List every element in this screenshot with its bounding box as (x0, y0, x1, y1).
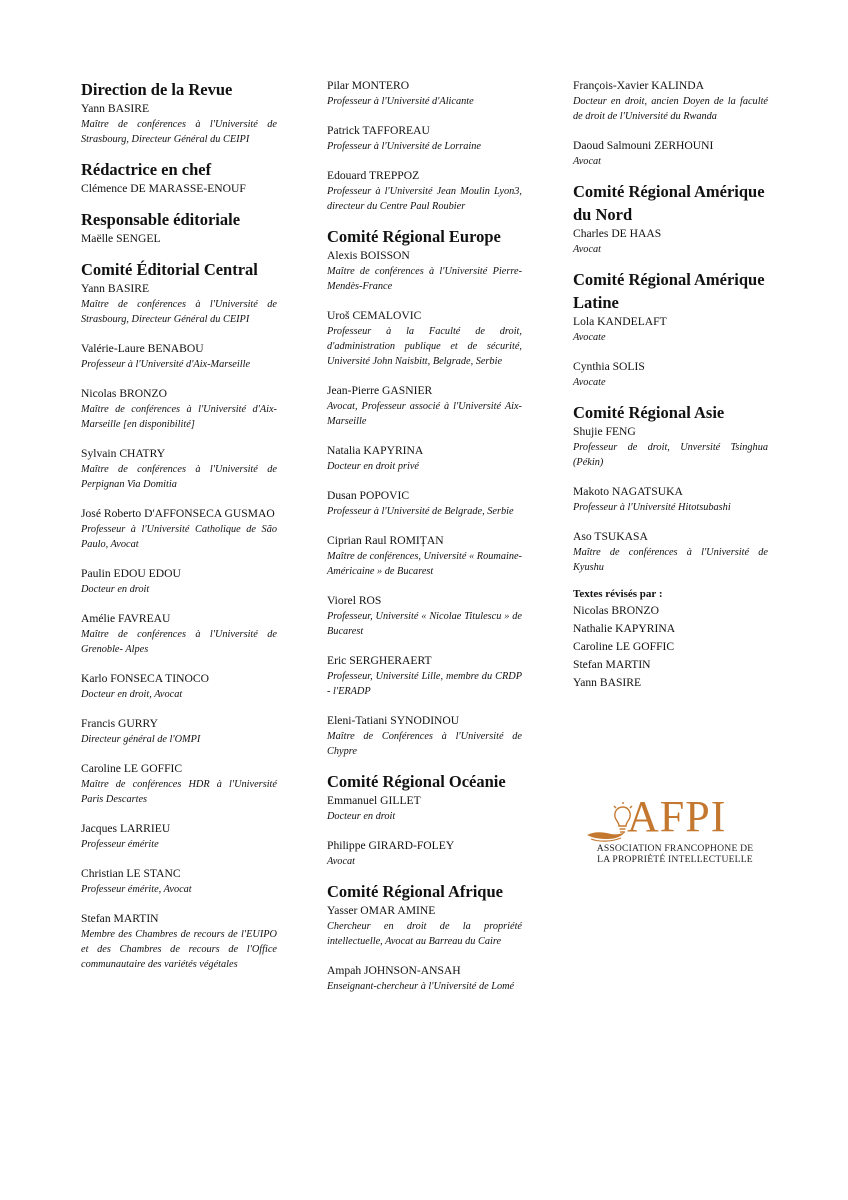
person-name: Aso TSUKASA (573, 530, 648, 543)
person-name: Uroš CEMALOVIC (327, 309, 422, 322)
person-entry (81, 761, 277, 807)
person-name: Eric SERGHERAERT (327, 654, 432, 667)
person-name: Paulin EDOU EDOU (81, 567, 181, 580)
person-entry (327, 653, 522, 699)
person-entry (81, 671, 277, 702)
person-role: Maître de conférences à l'Université de Perpignan Via Domitia (81, 464, 277, 490)
person-role: Professeur émérite (81, 839, 159, 850)
person-entry (81, 911, 277, 972)
person-name: Pilar MONTERO (327, 79, 410, 92)
person-name: Yann BASIRE (81, 102, 150, 115)
person-role: Avocat (573, 244, 602, 255)
person-role: Professeur à la Faculté de droit, d'administration publique et de sécurité, Université John Naisbitt, Belgrade, Serbie (327, 326, 522, 367)
reviser-name: Caroline LE GOFFIC (573, 640, 675, 653)
person-entry (81, 716, 277, 747)
person-entry (573, 314, 768, 345)
section (327, 770, 522, 869)
person-name: Clémence DE MARASSE-ENOUF (81, 182, 246, 195)
person-name: Alexis BOISSON (327, 249, 410, 262)
column-middle (327, 78, 522, 1005)
section-heading: Comité Régional Amérique du Nord (573, 182, 765, 224)
revisers-block (573, 586, 768, 692)
person-role: Professeur émérite, Avocat (81, 884, 192, 895)
person-name: Maëlle SENGEL (81, 232, 161, 245)
person-name: Ampah JOHNSON-ANSAH (327, 964, 461, 977)
person-name: Amélie FAVREAU (81, 612, 171, 625)
logo-subtitle-line1: ASSOCIATION FRANCOPHONE DE (596, 843, 754, 854)
section-heading: Comité Régional Amérique Latine (573, 270, 765, 312)
section (573, 401, 768, 575)
person-role: Avocat (327, 856, 356, 867)
person-name: Patrick TAFFOREAU (327, 124, 430, 137)
section-heading: Comité Régional Océanie (327, 772, 506, 791)
logo-subtitle-line2: LA PROPRIÉTÉ INTELLECTUELLE (597, 854, 753, 865)
person-role: Membre des Chambres de recours de l'EUIPO et des Chambres de recours de l'Office communautaire des variétés végétales (81, 929, 277, 970)
section-heading: Comité Éditorial Central (81, 260, 258, 279)
afpi-logo (585, 792, 765, 871)
revisers-label: Textes révisés par : (573, 588, 663, 600)
person-role: Professeur à l'Université Hitotsubashi (573, 502, 731, 513)
person-name: Daoud Salmouni ZERHOUNI (573, 139, 714, 152)
person-role: Chercheur en droit de la propriété intellectuelle, Avocat au Barreau du Caire (327, 921, 522, 947)
person-name: Jacques LARRIEU (81, 822, 171, 835)
section (573, 180, 768, 257)
person-role: Docteur en droit, ancien Doyen de la faculté de droit de l'Université du Rwanda (573, 96, 768, 122)
person-entry (327, 78, 522, 109)
person-entry (81, 386, 277, 432)
person-entry (327, 123, 522, 154)
person-name: Edouard TREPPOZ (327, 169, 420, 182)
person-entry (327, 168, 522, 214)
person-entry (573, 484, 768, 515)
person-entry (81, 611, 277, 657)
person-entry (327, 533, 522, 579)
section (81, 78, 277, 147)
section-heading: Rédactrice en chef (81, 160, 212, 179)
section (81, 158, 277, 197)
person-entry (327, 793, 522, 824)
person-name: Eleni-Tatiani SYNODINOU (327, 714, 460, 727)
person-role: Professeur à l'Université de Lorraine (327, 141, 481, 152)
person-name: Viorel ROS (327, 594, 382, 607)
person-role: Docteur en droit (327, 811, 396, 822)
section-heading: Comité Régional Afrique (327, 882, 503, 901)
person-entry (81, 866, 277, 897)
person-entry (327, 838, 522, 869)
person-role: Maître de conférences à l'Université Pierre- Mendès-France (327, 266, 522, 292)
person-entry (573, 138, 768, 169)
reviser-name: Nicolas BRONZO (573, 604, 659, 617)
person-name: Caroline LE GOFFIC (81, 762, 183, 775)
person-entry (327, 308, 522, 369)
person-entry (327, 963, 522, 994)
person-name: Dusan POPOVIC (327, 489, 410, 502)
person-name: Emmanuel GILLET (327, 794, 421, 807)
person-role: Maître de Conférences à l'Université de Chypre (327, 731, 522, 757)
section (81, 208, 277, 247)
person-name: François-Xavier KALINDA (573, 79, 705, 92)
person-role: Professeur, Université Lille, membre du CRDP - l'ERADP (327, 671, 522, 697)
person-entry (81, 341, 277, 372)
column-right (573, 78, 768, 703)
person-entry (81, 231, 277, 247)
logo-subtitle (585, 843, 765, 865)
person-role: Docteur en droit (81, 584, 150, 595)
section (327, 880, 522, 994)
person-entry (81, 566, 277, 597)
section (573, 268, 768, 390)
person-name: Christian LE STANC (81, 867, 181, 880)
person-name: Jean-Pierre GASNIER (327, 384, 433, 397)
person-name: Ciprian Raul ROMIȚAN (327, 534, 444, 547)
person-entry (81, 181, 277, 197)
person-role: Professeur à l'Université d'Alicante (327, 96, 474, 107)
person-name: Nicolas BRONZO (81, 387, 167, 400)
person-entry (81, 281, 277, 327)
person-name: Sylvain CHATRY (81, 447, 166, 460)
section-heading: Comité Régional Asie (573, 403, 725, 422)
person-role: Professeur à l'Université de Belgrade, Serbie (327, 506, 514, 517)
person-role: Professeur à l'Université Catholique de São Paulo, Avocat (81, 524, 277, 550)
section-heading: Comité Régional Europe (327, 227, 501, 246)
person-role: Maître de conférences à l'Université d'Aix- Marseille [en disponibilité] (81, 404, 277, 430)
person-entry (327, 248, 522, 294)
section (327, 78, 522, 214)
person-entry (327, 593, 522, 639)
person-role: Avocate (573, 332, 606, 343)
person-entry (327, 383, 522, 429)
person-role: Avocat, Professeur associé à l'Université Aix- Marseille (327, 401, 522, 427)
person-role: Maître de conférences HDR à l'Université Paris Descartes (81, 779, 277, 805)
person-role: Avocat (573, 156, 602, 167)
person-entry (573, 424, 768, 470)
person-name: Shujie FENG (573, 425, 636, 438)
person-role: Docteur en droit privé (327, 461, 419, 472)
logo-wordmark: AFPI (627, 792, 727, 841)
section-heading: Responsable éditoriale (81, 210, 241, 229)
person-role: Professeur à l'Université d'Aix-Marseille (81, 359, 251, 370)
person-name: Karlo FONSECA TINOCO (81, 672, 209, 685)
person-role: Maître de conférences à l'Université de Strasbourg, Directeur Général du CEIPI (81, 119, 277, 145)
person-name: Makoto NAGATSUKA (573, 485, 683, 498)
person-name: Charles DE HAAS (573, 227, 662, 240)
reviser-name: Yann BASIRE (573, 676, 642, 689)
section (327, 225, 522, 759)
person-name: Yasser OMAR AMINE (327, 904, 436, 917)
person-name: Lola KANDELAFT (573, 315, 667, 328)
person-name: Yann BASIRE (81, 282, 150, 295)
person-role: Maître de conférences, Université « Roumaine-Américaine » de Bucarest (327, 551, 522, 577)
reviser-name: Stefan MARTIN (573, 658, 651, 671)
person-entry (81, 821, 277, 852)
person-role: Enseignant-chercheur à l'Université de Lomé (327, 981, 515, 992)
person-entry (573, 529, 768, 575)
section (573, 78, 768, 169)
person-entry (81, 506, 277, 552)
person-role: Professeur de droit, Unversité Tsinghua (Pékin) (573, 442, 768, 468)
section (81, 258, 277, 972)
person-entry (81, 446, 277, 492)
person-role: Professeur, Université « Nicolae Titulescu » de Bucarest (327, 611, 522, 637)
reviser-name: Nathalie KAPYRINA (573, 622, 676, 635)
person-entry (327, 713, 522, 759)
person-entry (573, 226, 768, 257)
column-left (81, 78, 277, 983)
person-role: Avocate (573, 377, 606, 388)
person-name: Natalia KAPYRINA (327, 444, 424, 457)
person-role: Maître de conférences à l'Université de Kyushu (573, 547, 768, 573)
person-name: Valérie-Laure BENABOU (81, 342, 204, 355)
section-heading: Direction de la Revue (81, 80, 233, 99)
person-entry (81, 101, 277, 147)
person-name: Philippe GIRARD-FOLEY (327, 839, 455, 852)
person-role: Maître de conférences à l'Université de Grenoble- Alpes (81, 629, 277, 655)
person-entry (573, 78, 768, 124)
person-entry (327, 903, 522, 949)
person-role: Professeur à l'Université Jean Moulin Lyon3, directeur du Centre Paul Roubier (327, 186, 522, 212)
person-role: Directeur général de l'OMPI (81, 734, 201, 745)
person-name: Francis GURRY (81, 717, 158, 730)
person-name: Cynthia SOLIS (573, 360, 645, 373)
person-name: Stefan MARTIN (81, 912, 159, 925)
person-role: Maître de conférences à l'Université de Strasbourg, Directeur Général du CEIPI (81, 299, 277, 325)
person-entry (327, 443, 522, 474)
person-entry (573, 359, 768, 390)
person-name: José Roberto D'AFFONSECA GUSMAO (81, 507, 275, 520)
person-entry (327, 488, 522, 519)
person-role: Docteur en droit, Avocat (81, 689, 183, 700)
